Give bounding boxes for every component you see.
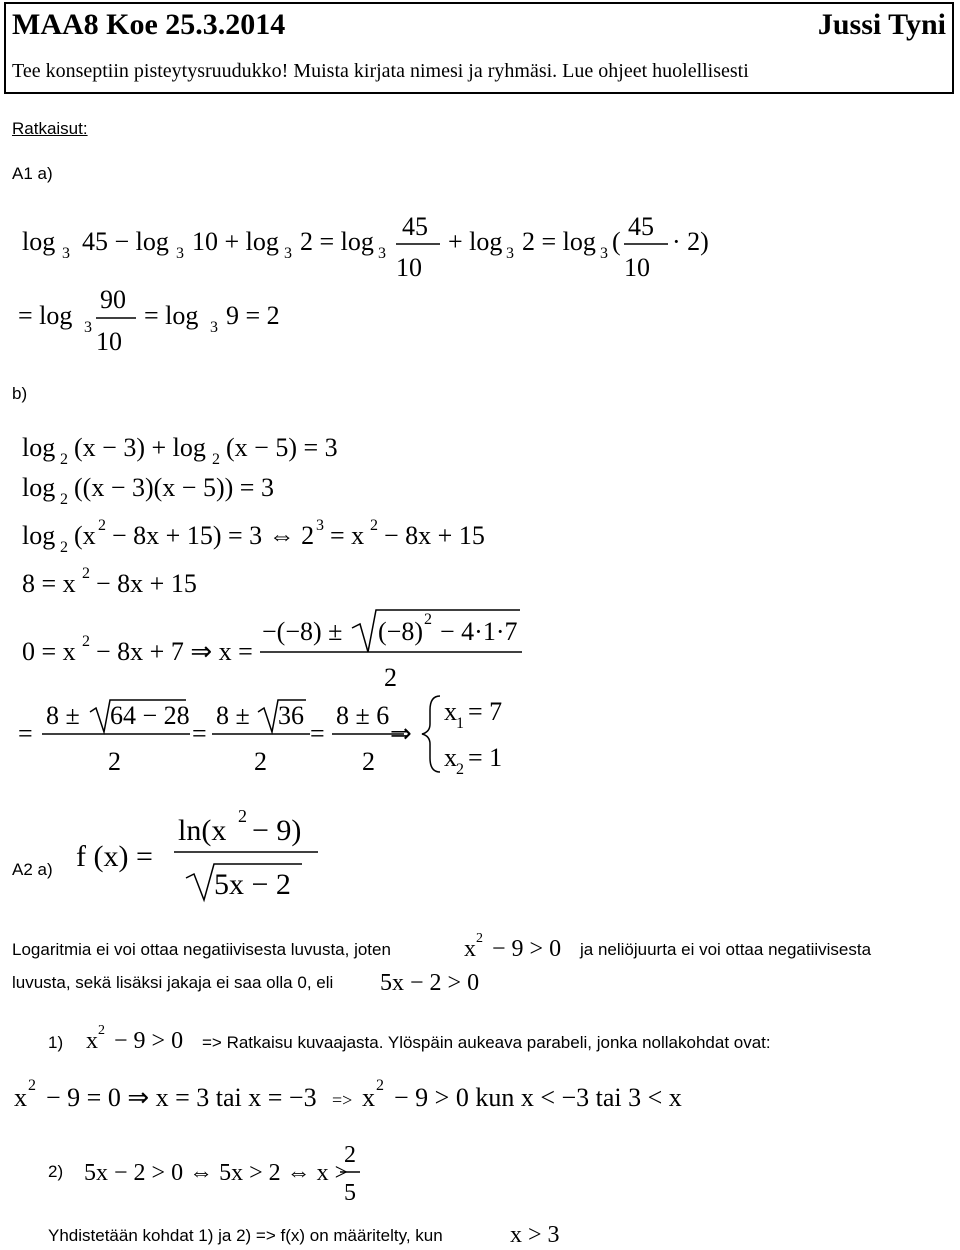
svg-text:8 ±: 8 ± bbox=[46, 701, 80, 730]
svg-text:2: 2 bbox=[108, 747, 121, 776]
svg-text:2 = log: 2 = log bbox=[522, 227, 596, 256]
svg-text:2: 2 bbox=[254, 747, 267, 776]
svg-text:3: 3 bbox=[210, 319, 218, 336]
svg-text:36: 36 bbox=[278, 701, 304, 730]
svg-text:=: = bbox=[18, 719, 33, 748]
svg-text:= 1: = 1 bbox=[468, 743, 503, 772]
svg-text:45: 45 bbox=[402, 212, 428, 241]
svg-text:3: 3 bbox=[378, 245, 386, 262]
svg-text:+ log: + log bbox=[448, 227, 503, 256]
svg-text:2 = log: 2 = log bbox=[300, 227, 374, 256]
svg-text:3: 3 bbox=[84, 319, 92, 336]
svg-text:8 = x: 8 = x bbox=[22, 569, 76, 598]
svg-text:2: 2 bbox=[28, 1077, 36, 1094]
svg-text:2: 2 bbox=[456, 761, 464, 778]
svg-text:= log: = log bbox=[18, 301, 73, 330]
solutions-heading: Ratkaisut: bbox=[12, 119, 88, 138]
svg-text:− 8x + 15: − 8x + 15 bbox=[384, 521, 485, 550]
exam-title: MAA8 Koe 25.3.2014 bbox=[12, 8, 286, 41]
svg-text:log: log bbox=[22, 227, 56, 256]
svg-text:5x − 2 > 0 ⇔ 5x > 2 ⇔ x >: 5x − 2 > 0 ⇔ 5x > 2 ⇔ x > bbox=[84, 1160, 349, 1186]
svg-text:− 9 = 0 ⇒ x = 3 tai x = −3: − 9 = 0 ⇒ x = 3 tai x = −3 bbox=[46, 1083, 317, 1112]
svg-text:(x − 3) + log: (x − 3) + log bbox=[74, 433, 206, 462]
conclusion-text: Yhdistetään kohdat 1) ja 2) => f(x) on määritelty, kun bbox=[48, 1226, 443, 1245]
svg-text:10: 10 bbox=[396, 253, 422, 282]
svg-text:3: 3 bbox=[62, 245, 70, 262]
svg-text:3: 3 bbox=[284, 245, 292, 262]
svg-text:− 9): − 9) bbox=[252, 814, 302, 847]
svg-text:2: 2 bbox=[82, 633, 90, 650]
section-label-a2a: A2 a) bbox=[12, 860, 53, 879]
svg-text:· 2): · 2) bbox=[672, 227, 709, 256]
svg-text:log: log bbox=[22, 521, 56, 550]
svg-text:(−8): (−8) bbox=[378, 617, 423, 646]
step1-label: 1) bbox=[48, 1033, 64, 1052]
svg-text:⇒: ⇒ bbox=[390, 719, 412, 748]
svg-text:− 8x + 15) = 3 ⇔ 2: − 8x + 15) = 3 ⇔ 2 bbox=[112, 521, 315, 550]
svg-text:0 = x: 0 = x bbox=[22, 637, 76, 666]
inequality-x2-minus-9 bbox=[460, 928, 580, 964]
svg-text:x: x bbox=[14, 1083, 27, 1112]
svg-text:2: 2 bbox=[384, 663, 397, 692]
svg-text:x: x bbox=[362, 1083, 375, 1112]
svg-text:2: 2 bbox=[212, 451, 220, 468]
conclusion-inequality bbox=[506, 1216, 586, 1248]
svg-text:= log: = log bbox=[144, 301, 199, 330]
svg-text:(x − 5) = 3: (x − 5) = 3 bbox=[226, 433, 338, 462]
svg-text:10: 10 bbox=[624, 253, 650, 282]
svg-text:5x − 2 > 0: 5x − 2 > 0 bbox=[380, 970, 480, 996]
svg-text:log: log bbox=[22, 473, 56, 502]
svg-text:− 9 > 0: − 9 > 0 bbox=[114, 1028, 184, 1054]
svg-text:64 − 28: 64 − 28 bbox=[110, 701, 190, 730]
svg-text:x: x bbox=[444, 743, 457, 772]
svg-text:5: 5 bbox=[344, 1180, 356, 1206]
step1-explanation: => Ratkaisu kuvaajasta. Ylöspäin aukeava parabeli, jonka nollakohdat ovat: bbox=[202, 1033, 771, 1052]
svg-text:x: x bbox=[86, 1028, 98, 1054]
svg-text:9 = 2: 9 = 2 bbox=[226, 301, 280, 330]
svg-text:− 9 > 0 kun x < −3 tai 3 < x: − 9 > 0 kun x < −3 tai 3 < x bbox=[394, 1083, 682, 1112]
step2-label: 2) bbox=[48, 1162, 64, 1181]
svg-text:= x: = x bbox=[330, 521, 365, 550]
svg-text:(x: (x bbox=[74, 521, 96, 550]
svg-text:10: 10 bbox=[96, 327, 122, 356]
svg-text:2: 2 bbox=[362, 747, 375, 776]
instructions-text: Tee konseptiin pisteytysruudukko! Muista kirjata nimesi ja ryhmäsi. Lue ohjeet huolellisesti bbox=[12, 60, 749, 82]
step1-roots-math bbox=[0, 1072, 700, 1116]
domain-paragraph-line1: Logaritmia ei voi ottaa negatiivisesta luvusta, joten bbox=[12, 940, 391, 959]
svg-text:2: 2 bbox=[60, 539, 68, 556]
a2a-function bbox=[70, 800, 370, 910]
svg-text:x: x bbox=[464, 936, 476, 962]
step2-math bbox=[80, 1138, 400, 1210]
svg-text:ln(x: ln(x bbox=[178, 814, 227, 847]
svg-text:− 4·1·7: − 4·1·7 bbox=[440, 617, 518, 646]
svg-text:2: 2 bbox=[98, 1023, 105, 1038]
svg-text:45 − log: 45 − log bbox=[82, 227, 169, 256]
svg-text:2: 2 bbox=[60, 451, 68, 468]
svg-text:2: 2 bbox=[476, 931, 483, 946]
svg-text:2: 2 bbox=[424, 611, 432, 628]
svg-text:=>: => bbox=[332, 1090, 353, 1110]
svg-text:− 8x + 7 ⇒ x =: − 8x + 7 ⇒ x = bbox=[96, 637, 253, 666]
svg-text:2: 2 bbox=[344, 1142, 356, 1168]
svg-text:2: 2 bbox=[98, 517, 106, 534]
section-label-a1a: A1 a) bbox=[12, 164, 53, 183]
svg-text:3: 3 bbox=[316, 517, 324, 534]
svg-text:2: 2 bbox=[370, 517, 378, 534]
svg-text:(: ( bbox=[612, 227, 621, 256]
svg-text:2: 2 bbox=[238, 806, 247, 826]
svg-text:3: 3 bbox=[176, 245, 184, 262]
svg-text:90: 90 bbox=[100, 285, 126, 314]
svg-text:45: 45 bbox=[628, 212, 654, 241]
svg-text:8 ± 6: 8 ± 6 bbox=[336, 701, 390, 730]
svg-text:x: x bbox=[444, 697, 457, 726]
svg-text:10 + log: 10 + log bbox=[192, 227, 279, 256]
b-math bbox=[0, 420, 720, 790]
svg-text:1: 1 bbox=[456, 715, 464, 732]
svg-text:3: 3 bbox=[600, 245, 608, 262]
svg-text:5x − 2: 5x − 2 bbox=[214, 868, 291, 901]
svg-text:3: 3 bbox=[506, 245, 514, 262]
svg-text:=: = bbox=[310, 719, 325, 748]
svg-text:log: log bbox=[22, 433, 56, 462]
domain-paragraph-line1-end: ja neliöjuurta ei voi ottaa negatiivisesta bbox=[580, 940, 872, 959]
svg-text:= 7: = 7 bbox=[468, 697, 503, 726]
svg-text:x > 3: x > 3 bbox=[510, 1222, 560, 1248]
svg-text:8 ±: 8 ± bbox=[216, 701, 250, 730]
svg-text:−(−8) ±: −(−8) ± bbox=[262, 617, 343, 646]
inequality-5x-minus-2 bbox=[376, 962, 496, 996]
svg-text:((x − 3)(x − 5)) = 3: ((x − 3)(x − 5)) = 3 bbox=[74, 473, 274, 502]
step1-inequality bbox=[82, 1020, 202, 1056]
domain-paragraph-line2: luvusta, sekä lisäksi jakaja ei saa olla 0, eli bbox=[12, 973, 334, 992]
svg-text:2: 2 bbox=[376, 1077, 384, 1094]
a1a-math bbox=[0, 210, 709, 360]
author-name: Jussi Tyni bbox=[817, 8, 946, 41]
svg-text:2: 2 bbox=[60, 491, 68, 508]
svg-text:− 8x + 15: − 8x + 15 bbox=[96, 569, 197, 598]
section-label-b: b) bbox=[12, 384, 28, 403]
svg-text:=: = bbox=[192, 719, 207, 748]
svg-text:− 9 > 0: − 9 > 0 bbox=[492, 936, 562, 962]
svg-text:2: 2 bbox=[82, 565, 90, 582]
svg-text:f (x) =: f (x) = bbox=[76, 840, 153, 873]
